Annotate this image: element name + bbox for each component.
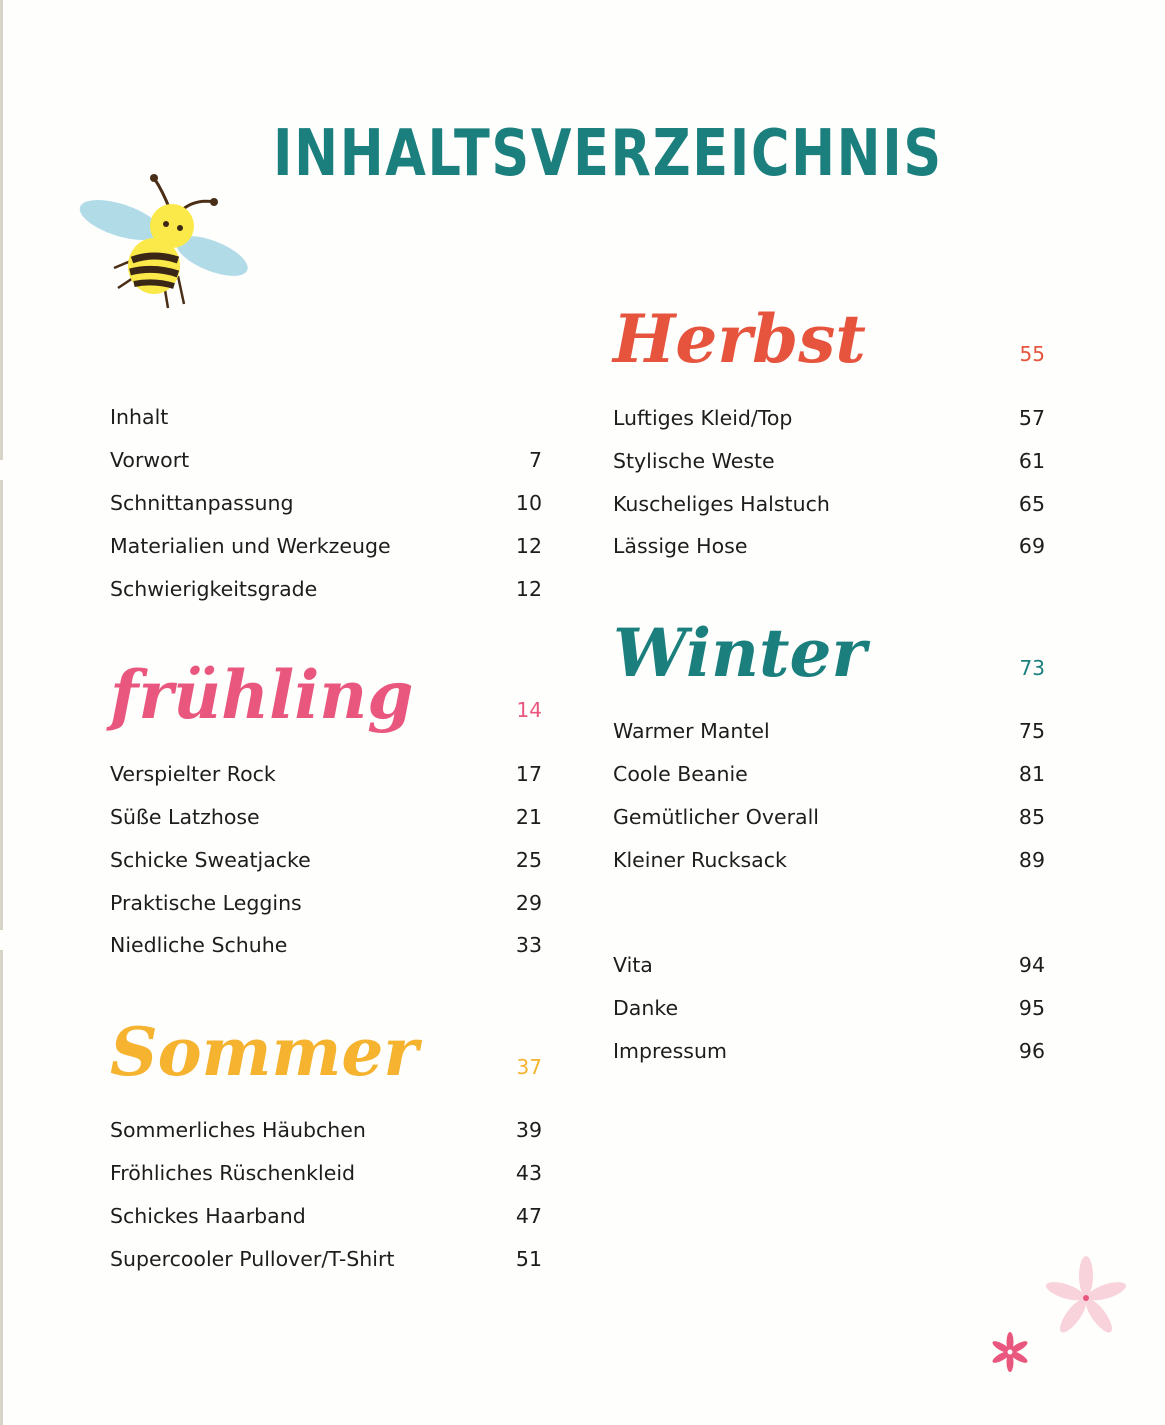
toc-entry-label: Gemütlicher Overall (613, 805, 819, 829)
toc-entry-page: 21 (515, 805, 542, 829)
toc-entry-page: 7 (528, 448, 542, 472)
section-title-sommer: Sommer (110, 1013, 419, 1091)
toc-entry[interactable] (110, 488, 542, 518)
toc-entry-label: Vita (613, 953, 653, 977)
toc-entry-page: 43 (515, 1161, 542, 1185)
toc-entry-page: 29 (515, 891, 542, 915)
toc-entry-label: Schnittanpassung (110, 491, 294, 515)
toc-entry[interactable] (613, 403, 1045, 433)
toc-entry[interactable] (110, 1158, 542, 1188)
page-title: INHALTSVERZEICHNIS (273, 117, 943, 191)
toc-entry-page: 57 (1018, 406, 1045, 430)
toc-entry[interactable] (110, 1115, 542, 1145)
toc-entry-label: Kuscheliges Halstuch (613, 492, 830, 516)
toc-entry-label: Fröhliches Rüschenkleid (110, 1161, 356, 1185)
toc-entry-page: 69 (1018, 534, 1045, 558)
toc-entry-label: Inhalt (110, 405, 169, 429)
toc-right-column (613, 0, 1045, 1425)
toc-entry-page: 95 (1018, 996, 1045, 1020)
page-spine-edge (0, 0, 3, 1425)
toc-entry[interactable] (110, 574, 542, 604)
section-heading-fruehling[interactable] (110, 638, 542, 734)
toc-entry-label: Sommerliches Häubchen (110, 1118, 366, 1142)
toc-entry-page: 61 (1018, 449, 1045, 473)
toc-left-column (110, 0, 542, 1425)
toc-entry[interactable] (613, 716, 1045, 746)
toc-entry-label: Lässige Hose (613, 534, 748, 558)
toc-entry-label: Süße Latzhose (110, 805, 260, 829)
section-title-winter: Winter (613, 614, 867, 692)
toc-entry[interactable] (110, 759, 542, 789)
toc-entry[interactable] (613, 950, 1045, 980)
toc-entry-page: 51 (515, 1247, 542, 1271)
section-title-herbst: Herbst (613, 300, 866, 378)
toc-entry-page: 33 (515, 933, 542, 957)
toc-entry-label: Kleiner Rucksack (613, 848, 787, 872)
toc-entry[interactable] (110, 1244, 542, 1274)
toc-entry-label: Luftiges Kleid/Top (613, 406, 793, 430)
toc-entry[interactable] (110, 531, 542, 561)
toc-entry[interactable] (613, 845, 1045, 875)
toc-entry[interactable] (613, 993, 1045, 1023)
toc-entry-page: 81 (1018, 762, 1045, 786)
toc-entry[interactable] (110, 888, 542, 918)
toc-entry[interactable] (110, 845, 542, 875)
section-page-fruehling: 14 (516, 698, 542, 722)
toc-entry-label: Stylische Weste (613, 449, 775, 473)
toc-entry-page: 25 (515, 848, 542, 872)
toc-entry[interactable] (613, 446, 1045, 476)
toc-entry-page: 10 (515, 491, 542, 515)
toc-entry-page: 39 (515, 1118, 542, 1142)
section-heading-herbst[interactable] (613, 282, 1045, 378)
toc-entry-label: Vorwort (110, 448, 190, 472)
toc-entry-page: 85 (1018, 805, 1045, 829)
flowers-decoration-icon (980, 1250, 1130, 1380)
toc-entry-page: 12 (515, 534, 542, 558)
section-page-sommer: 37 (516, 1055, 542, 1079)
toc-entry-page: 47 (515, 1204, 542, 1228)
toc-entry-page: 89 (1018, 848, 1045, 872)
toc-entry[interactable] (613, 1036, 1045, 1066)
toc-entry-label: Verspielter Rock (110, 762, 276, 786)
toc-entry-page: 96 (1018, 1039, 1045, 1063)
section-heading-sommer[interactable] (110, 995, 542, 1091)
toc-entry-page: 17 (515, 762, 542, 786)
toc-entry-label: Supercooler Pullover/T-Shirt (110, 1247, 395, 1271)
toc-entry-page: 12 (515, 577, 542, 601)
toc-entry[interactable] (613, 802, 1045, 832)
toc-entry-label: Schicke Sweatjacke (110, 848, 311, 872)
toc-entry-label: Praktische Leggins (110, 891, 302, 915)
toc-entry-label: Niedliche Schuhe (110, 933, 288, 957)
toc-entry-label: Coole Beanie (613, 762, 748, 786)
toc-entry-label: Materialien und Werkzeuge (110, 534, 391, 558)
toc-entry-page: 75 (1018, 719, 1045, 743)
toc-entry[interactable] (110, 1201, 542, 1231)
toc-entry[interactable] (110, 402, 542, 432)
section-heading-winter[interactable] (613, 596, 1045, 692)
section-title-fruehling: frühling (110, 656, 414, 734)
toc-entry-label: Impressum (613, 1039, 727, 1063)
toc-entry-page: 94 (1018, 953, 1045, 977)
toc-entry-label: Warmer Mantel (613, 719, 770, 743)
toc-entry[interactable] (613, 531, 1045, 561)
toc-entry[interactable] (613, 489, 1045, 519)
toc-entry[interactable] (110, 802, 542, 832)
toc-entry[interactable] (110, 445, 542, 475)
toc-entry-label: Schickes Haarband (110, 1204, 306, 1228)
toc-entry-label: Schwierigkeitsgrade (110, 577, 318, 601)
toc-entry[interactable] (110, 930, 542, 960)
toc-entry-label: Danke (613, 996, 679, 1020)
section-page-winter: 73 (1019, 656, 1045, 680)
section-page-herbst: 55 (1019, 342, 1045, 366)
toc-entry[interactable] (613, 759, 1045, 789)
toc-entry-page: 65 (1018, 492, 1045, 516)
